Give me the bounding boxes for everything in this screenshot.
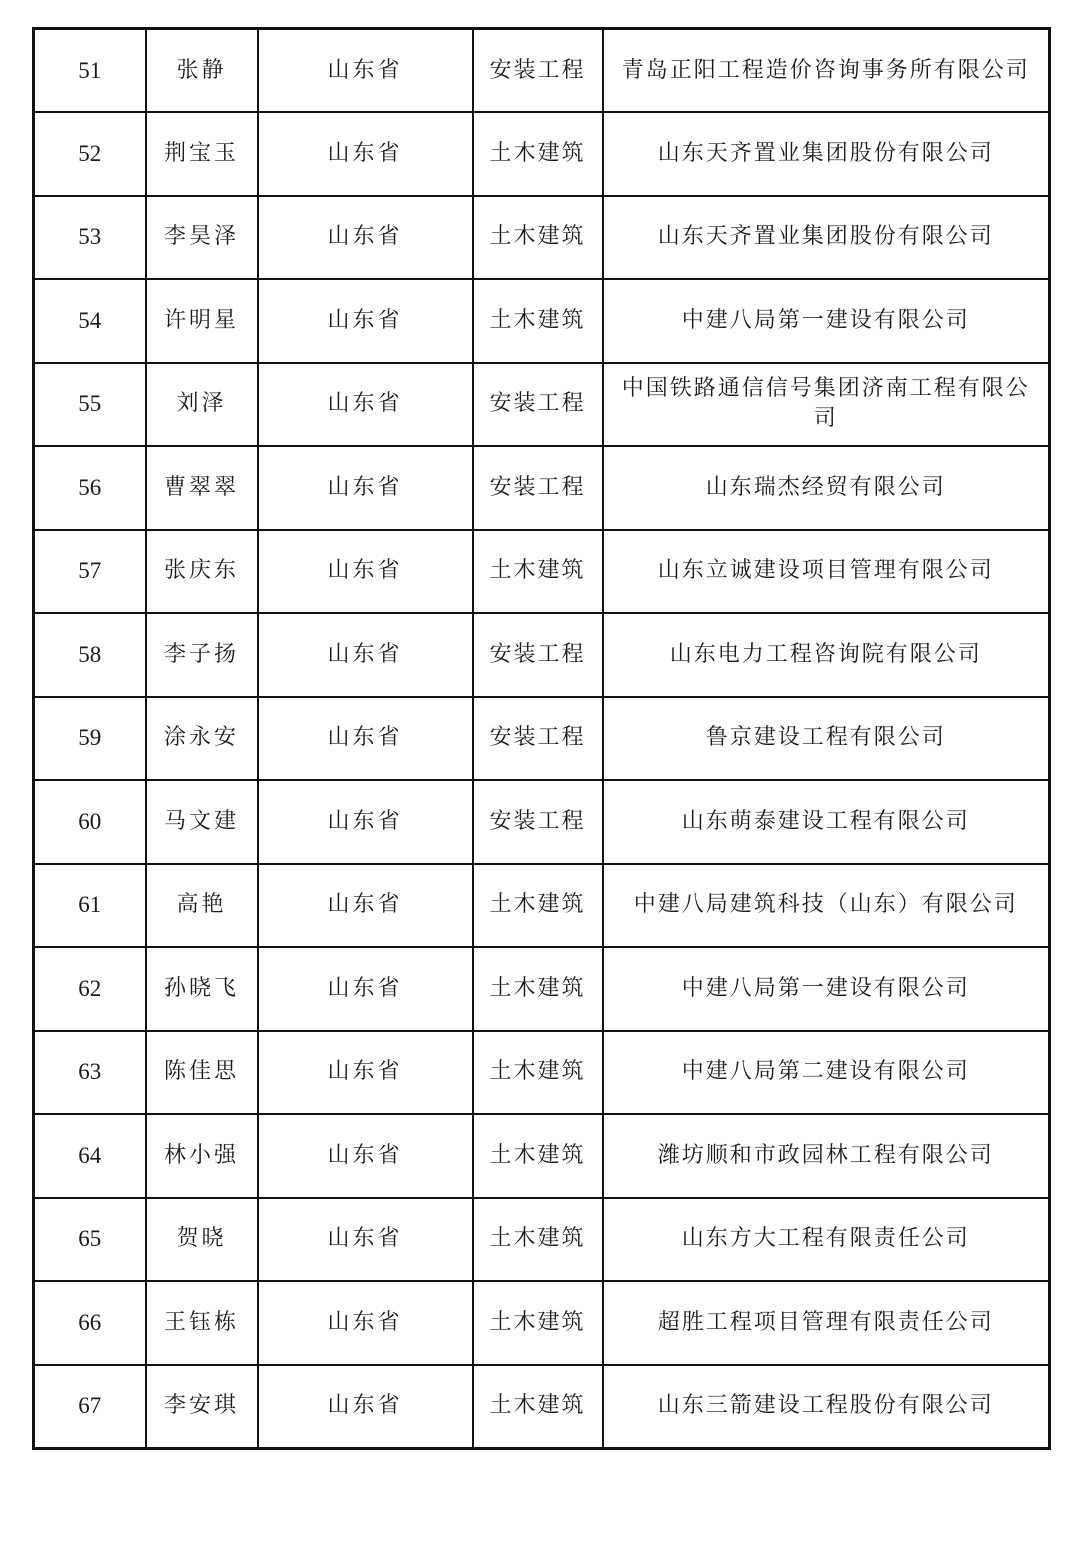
registrant-table [32, 27, 1051, 1450]
person-name-cell: 陈佳思 [146, 1031, 258, 1115]
table-row [34, 947, 1050, 1031]
province-cell: 山东省 [258, 613, 473, 697]
row-number-cell: 54 [34, 279, 146, 363]
person-name-cell: 王钰栋 [146, 1281, 258, 1365]
person-name-cell: 贺晓 [146, 1198, 258, 1282]
organization-cell: 中国铁路通信信号集团济南工程有限公司 [603, 363, 1050, 447]
specialty-cell: 安装工程 [473, 613, 603, 697]
organization-cell: 山东天齐置业集团股份有限公司 [603, 196, 1050, 280]
row-number-cell: 60 [34, 780, 146, 864]
person-name-cell: 张庆东 [146, 530, 258, 614]
person-name-cell: 李昊泽 [146, 196, 258, 280]
person-name-cell: 高艳 [146, 864, 258, 948]
table-row [34, 780, 1050, 864]
row-number-cell: 66 [34, 1281, 146, 1365]
table-row [34, 363, 1050, 447]
organization-cell: 鲁京建设工程有限公司 [603, 697, 1050, 781]
specialty-cell: 安装工程 [473, 446, 603, 530]
person-name-cell: 林小强 [146, 1114, 258, 1198]
row-number-cell: 62 [34, 947, 146, 1031]
table-row [34, 1365, 1050, 1449]
specialty-cell: 土木建筑 [473, 279, 603, 363]
row-number-cell: 64 [34, 1114, 146, 1198]
person-name-cell: 李安琪 [146, 1365, 258, 1449]
row-number-cell: 63 [34, 1031, 146, 1115]
person-name-cell: 许明星 [146, 279, 258, 363]
table-row [34, 196, 1050, 280]
organization-cell: 中建八局建筑科技（山东）有限公司 [603, 864, 1050, 948]
province-cell: 山东省 [258, 864, 473, 948]
specialty-cell: 土木建筑 [473, 112, 603, 196]
person-name-cell: 荆宝玉 [146, 112, 258, 196]
row-number-cell: 61 [34, 864, 146, 948]
province-cell: 山东省 [258, 1365, 473, 1449]
person-name-cell: 李子扬 [146, 613, 258, 697]
province-cell: 山东省 [258, 196, 473, 280]
table-row [34, 446, 1050, 530]
province-cell: 山东省 [258, 530, 473, 614]
organization-cell: 山东瑞杰经贸有限公司 [603, 446, 1050, 530]
province-cell: 山东省 [258, 697, 473, 781]
person-name-cell: 马文建 [146, 780, 258, 864]
organization-cell: 青岛正阳工程造价咨询事务所有限公司 [603, 29, 1050, 113]
province-cell: 山东省 [258, 446, 473, 530]
table-row [34, 864, 1050, 948]
province-cell: 山东省 [258, 1114, 473, 1198]
province-cell: 山东省 [258, 29, 473, 113]
row-number-cell: 51 [34, 29, 146, 113]
specialty-cell: 土木建筑 [473, 1114, 603, 1198]
table-body [34, 29, 1050, 1449]
person-name-cell: 涂永安 [146, 697, 258, 781]
person-name-cell: 曹翠翠 [146, 446, 258, 530]
province-cell: 山东省 [258, 1031, 473, 1115]
table-row [34, 112, 1050, 196]
specialty-cell: 土木建筑 [473, 1198, 603, 1282]
province-cell: 山东省 [258, 1198, 473, 1282]
table-row [34, 29, 1050, 113]
table-row [34, 1031, 1050, 1115]
table-row [34, 613, 1050, 697]
specialty-cell: 土木建筑 [473, 196, 603, 280]
person-name-cell: 刘泽 [146, 363, 258, 447]
specialty-cell: 土木建筑 [473, 1281, 603, 1365]
organization-cell: 山东立诚建设项目管理有限公司 [603, 530, 1050, 614]
row-number-cell: 58 [34, 613, 146, 697]
row-number-cell: 56 [34, 446, 146, 530]
province-cell: 山东省 [258, 780, 473, 864]
organization-cell: 山东天齐置业集团股份有限公司 [603, 112, 1050, 196]
organization-cell: 中建八局第一建设有限公司 [603, 279, 1050, 363]
organization-cell: 山东萌泰建设工程有限公司 [603, 780, 1050, 864]
province-cell: 山东省 [258, 947, 473, 1031]
specialty-cell: 安装工程 [473, 29, 603, 113]
organization-cell: 潍坊顺和市政园林工程有限公司 [603, 1114, 1050, 1198]
province-cell: 山东省 [258, 363, 473, 447]
table-row [34, 1281, 1050, 1365]
province-cell: 山东省 [258, 112, 473, 196]
table-row [34, 697, 1050, 781]
specialty-cell: 土木建筑 [473, 947, 603, 1031]
row-number-cell: 52 [34, 112, 146, 196]
specialty-cell: 安装工程 [473, 697, 603, 781]
person-name-cell: 张静 [146, 29, 258, 113]
specialty-cell: 土木建筑 [473, 1365, 603, 1449]
specialty-cell: 土木建筑 [473, 530, 603, 614]
person-name-cell: 孙晓飞 [146, 947, 258, 1031]
specialty-cell: 土木建筑 [473, 864, 603, 948]
organization-cell: 山东电力工程咨询院有限公司 [603, 613, 1050, 697]
specialty-cell: 安装工程 [473, 363, 603, 447]
organization-cell: 中建八局第一建设有限公司 [603, 947, 1050, 1031]
row-number-cell: 55 [34, 363, 146, 447]
document-page [32, 27, 1048, 1450]
table-row [34, 530, 1050, 614]
row-number-cell: 65 [34, 1198, 146, 1282]
province-cell: 山东省 [258, 279, 473, 363]
province-cell: 山东省 [258, 1281, 473, 1365]
table-row [34, 279, 1050, 363]
specialty-cell: 土木建筑 [473, 1031, 603, 1115]
table-row [34, 1198, 1050, 1282]
row-number-cell: 59 [34, 697, 146, 781]
organization-cell: 中建八局第二建设有限公司 [603, 1031, 1050, 1115]
row-number-cell: 67 [34, 1365, 146, 1449]
row-number-cell: 53 [34, 196, 146, 280]
organization-cell: 超胜工程项目管理有限责任公司 [603, 1281, 1050, 1365]
organization-cell: 山东三箭建设工程股份有限公司 [603, 1365, 1050, 1449]
organization-cell: 山东方大工程有限责任公司 [603, 1198, 1050, 1282]
table-row [34, 1114, 1050, 1198]
row-number-cell: 57 [34, 530, 146, 614]
specialty-cell: 安装工程 [473, 780, 603, 864]
